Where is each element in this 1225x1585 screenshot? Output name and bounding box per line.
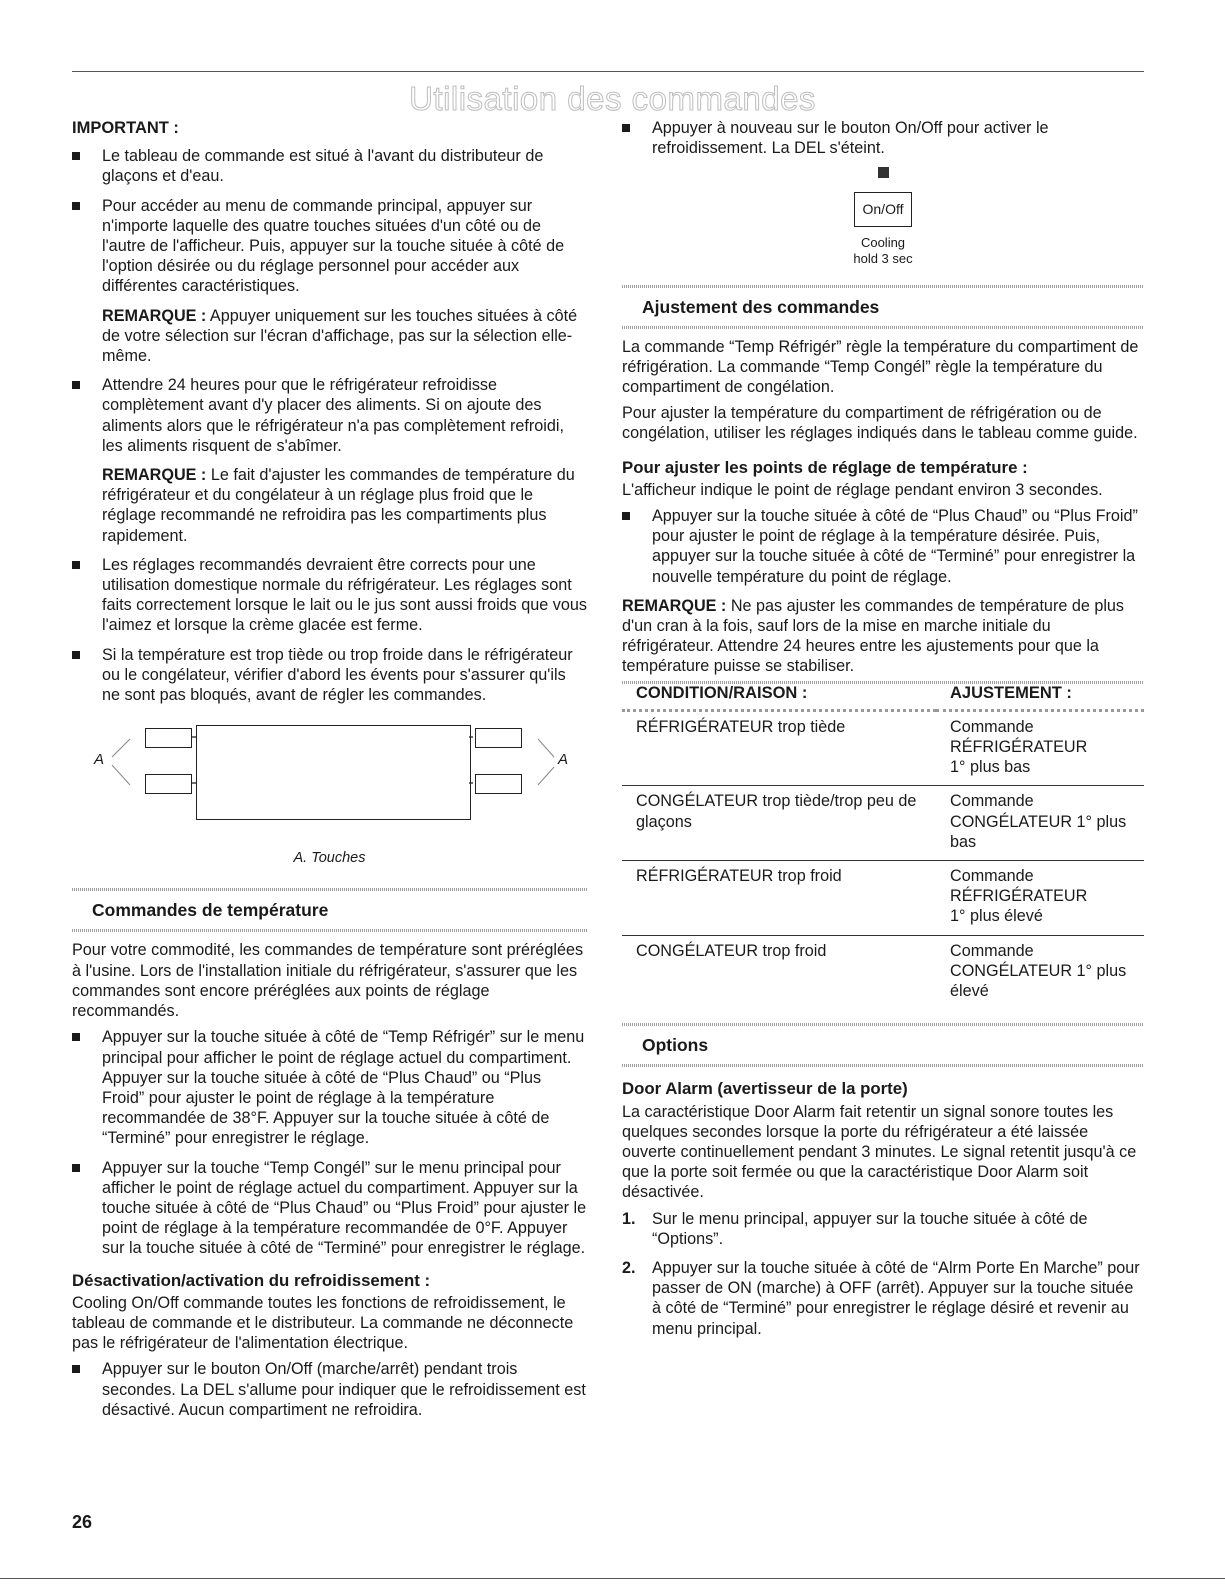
bullet-text: Le tableau de commande est situé à l'avant du distributeur de glaçons et d'eau. <box>102 147 544 186</box>
section-header-options <box>622 1023 1144 1067</box>
table-header-row <box>622 683 1144 711</box>
section-heading: Options <box>642 1035 709 1056</box>
subsection-heading: Door Alarm (avertisseur de la porte) <box>622 1079 908 1099</box>
bullet-icon <box>72 1365 80 1373</box>
section-header-adjust <box>622 285 1144 329</box>
bullet-icon <box>72 202 80 210</box>
list-item <box>72 645 587 706</box>
key-top-right <box>475 728 522 748</box>
dotted-rule <box>622 326 1144 329</box>
note-text: Ne pas ajuster les commandes de température de plus d'un cran à la fois, sauf lors de la mise en marche initiale du réfrigérateur. Attendre 24 heures entre les ajustements pour que la température puisse se stabiliser. <box>622 596 1125 676</box>
bullet-text: Pour accéder au menu de commande principal, appuyer sur n'importe laquelle des quatre touches situées d'un côté ou de l'autre de l'afficheur. Puis, appuyer sur la touche située à côté de l'option désirée ou du réglage personnel pour accéder aux différentes caractéristiques. <box>102 196 565 296</box>
dotted-rule <box>622 681 1144 684</box>
cell-line: RÉFRIGÉRATEUR <box>950 738 1088 757</box>
bullet-icon <box>622 512 630 520</box>
bullet-text: Appuyer sur le bouton On/Off (marche/arrêt) pendant trois secondes. La DEL s'allume pour indiquer que le refroidissement est désactivé. Aucun compartiment ne refroidira. <box>102 1360 586 1419</box>
cell-line: Commande <box>950 717 1034 736</box>
cell-line: RÉFRIGÉRATEUR <box>950 887 1088 906</box>
list-item <box>622 118 1144 158</box>
bullet-text: Attendre 24 heures pour que le réfrigérateur refroidisse complètement avant d'y placer des aliments. Si on ajoute des aliments alors que le réfrigérateur n'a pas complètement refroidi, les aliments risquent de s'abîmer. <box>102 376 564 455</box>
dotted-rule <box>72 888 587 891</box>
note <box>72 306 587 367</box>
paragraph: Pour votre commodité, les commandes de température sont préréglées à l'usine. Lors de l'installation initiale du réfrigérateur, s'assurer que les commandes sont encore préréglées aux points de réglage recommandés. <box>72 941 584 1021</box>
cell-line: Commande <box>950 867 1034 886</box>
bullet-icon <box>72 1164 80 1172</box>
adjustment-table <box>622 683 1144 1010</box>
bullet-text: Les réglages recommandés devraient être corrects pour une utilisation domestique normale du réfrigérateur. Les réglages sont faits correctement lorsque le lait ou le jus sont aussi froids que vous l'aimez et lorsque la crème glacée est ferme. <box>102 555 587 635</box>
key-top-left <box>145 728 192 748</box>
dotted-rule <box>72 929 587 932</box>
paragraph: La commande “Temp Réfrigér” règle la température du compartiment de réfrigération. La commande “Temp Congél” règle la température du compartiment de congélation. <box>622 337 1139 397</box>
subsection-heading: Pour ajuster les points de réglage de température : <box>622 457 1028 477</box>
important-heading: IMPORTANT : <box>72 119 179 137</box>
table-cell: RÉFRIGÉRATEUR trop tiède <box>622 710 936 786</box>
table-row <box>622 935 1144 1009</box>
bullet-text: Appuyer sur la touche “Temp Congél” sur le menu principal pour afficher le point de réglage actuel du compartiment. Appuyer sur la touche située à côté de “Plus Chaud” ou “Plus Froid” pour ajuster le point de réglage à la température recommandée de 0°F. Appuyer sur la touche située à côté de “Terminé” pour enregistrer le réglage. <box>102 1158 587 1258</box>
table-cell: RÉFRIGÉRATEUR trop froid <box>622 861 936 936</box>
paragraph: La caractéristique Door Alarm fait retentir un signal sonore toutes les quelques secondes lorsque la porte du réfrigérateur a été laissée ouverte continuellement pendant 3 minutes. Le signal retentit jusqu'à ce que la porte soit fermée ou que la caractéristique Door Alarm soit désactivée. <box>622 1102 1137 1202</box>
table-row <box>622 710 1144 786</box>
table-cell: CONGÉLATEUR trop tiède/trop peu de glaçons <box>622 786 936 861</box>
cell-line: CONGÉLATEUR 1° plus élevé <box>950 961 1127 1001</box>
button-caption-2: hold 3 sec <box>853 250 913 266</box>
section-heading: Commandes de température <box>92 900 329 921</box>
bullet-icon <box>622 124 630 132</box>
list-item <box>72 555 587 636</box>
list-item <box>72 1158 587 1259</box>
note-label: REMARQUE : <box>102 306 207 325</box>
subsection-heading: Désactivation/activation du refroidissement : <box>72 1270 431 1290</box>
step-text: Sur le menu principal, appuyer sur la touche située à côté de “Options”. <box>652 1209 1088 1248</box>
dotted-rule <box>622 1023 1144 1026</box>
paragraph: Cooling On/Off commande toutes les fonctions de refroidissement, le tableau de commande et le distributeur. La commande ne déconnecte pas le réfrigérateur de l'alimentation électrique. <box>72 1293 574 1353</box>
top-rule <box>72 71 1144 72</box>
condition-table <box>622 683 1144 1010</box>
button-caption-1: Cooling <box>860 234 906 250</box>
list-item <box>72 1027 587 1148</box>
bullet-text: Si la température est trop tiède ou trop froide dans le réfrigérateur ou le congélateur, vérifier d'abord les évents pour s'assurer qu'ils ne sont pas bloqués, avant de régler les commandes. <box>102 645 573 705</box>
cell-line: 1° plus élevé <box>950 907 1043 926</box>
led-indicator <box>878 167 889 178</box>
list-item <box>72 1359 587 1420</box>
note <box>622 596 1144 677</box>
bullet-text: Appuyer sur la touche située à côté de “Plus Chaud” ou “Plus Froid” pour ajuster le point de réglage à la température désirée. Puis, appuyer sur la touche située à côté de “Terminé” pour enregistrer la nouvelle température du point de réglage. <box>652 507 1138 586</box>
note-text: Le fait d'ajuster les commandes de température du réfrigérateur et du congélateur à un réglage plus froid que le réglage recommandé ne refroidira pas les compartiments plus rapidement. <box>102 466 575 545</box>
key-bottom-right <box>475 774 522 794</box>
page-number: 26 <box>72 1512 93 1532</box>
cell-line: CONGÉLATEUR 1° plus bas <box>950 812 1127 851</box>
key-bottom-left <box>145 774 192 794</box>
cell-line: Commande <box>950 941 1034 960</box>
paragraph: Pour ajuster la température du compartiment de réfrigération ou de congélation, utiliser les réglages indiqués dans le tableau comme guide. <box>622 404 1138 443</box>
step-number: 1. <box>622 1209 636 1228</box>
list-item <box>72 196 587 297</box>
table-row <box>622 861 1144 936</box>
right-column <box>622 118 1144 1348</box>
dotted-rule <box>622 285 1144 288</box>
table-cell <box>936 935 1144 1009</box>
table-cell <box>936 861 1144 936</box>
bottom-rule <box>0 1578 1225 1579</box>
bullet-text: Appuyer sur la touche située à côté de “Temp Réfrigér” sur le menu principal pour afficher le point de réglage actuel du compartiment. Appuyer sur la touche située à côté de “Plus Chaud” ou “Plus Froid” pour ajuster le point de réglage à la température recommandée de 38°F. Appuyer sur la touche située à côté de “Terminé” pour enregistrer le réglage. <box>102 1028 585 1148</box>
section-heading: Ajustement des commandes <box>642 296 880 317</box>
note <box>72 465 587 546</box>
onoff-button: On/Off <box>854 192 913 226</box>
list-item <box>622 1209 1144 1249</box>
control-panel-figure <box>72 725 587 840</box>
list-item <box>72 375 587 456</box>
bullet-icon <box>72 152 80 160</box>
column-header: AJUSTEMENT : <box>950 683 1072 702</box>
figure-label-right: A <box>558 751 569 769</box>
note-label: REMARQUE : <box>622 596 727 615</box>
step-number: 2. <box>622 1258 636 1277</box>
table-cell <box>936 786 1144 861</box>
table-cell: CONGÉLATEUR trop froid <box>636 941 827 960</box>
list-item <box>72 146 587 186</box>
cell-line: Commande <box>950 792 1034 811</box>
figure-caption: A. Touches <box>293 850 366 867</box>
figure-label-left: A <box>94 751 105 769</box>
left-column <box>72 118 587 1429</box>
note-label: REMARQUE : <box>102 466 207 485</box>
table-cell <box>936 710 1144 786</box>
display-panel <box>196 725 471 820</box>
section-header-temp <box>72 888 587 932</box>
list-item <box>622 1258 1144 1339</box>
onoff-illustration <box>622 167 1144 266</box>
list-item <box>622 506 1144 587</box>
bullet-icon <box>72 381 80 389</box>
dotted-rule <box>622 1064 1144 1067</box>
table-row <box>622 786 1144 861</box>
paragraph: L'afficheur indique le point de réglage pendant environ 3 secondes. <box>622 480 1103 499</box>
column-header: CONDITION/RAISON : <box>636 683 808 702</box>
bullet-icon <box>72 1033 80 1041</box>
bullet-text: Appuyer à nouveau sur le bouton On/Off pour activer le refroidissement. La DEL s'éteint. <box>652 119 1049 158</box>
bullet-icon <box>72 561 80 569</box>
page-title: Utilisation des commandes <box>409 80 816 117</box>
cell-line: 1° plus bas <box>950 758 1031 777</box>
step-text: Appuyer sur la touche située à côté de “Alrm Porte En Marche” pour passer de ON (marche) à OFF (arrêt). Appuyer sur la touche située à côté de “Terminé” pour enregistrer le réglage désiré et revenir au menu principal. <box>652 1258 1140 1338</box>
bullet-icon <box>72 651 80 659</box>
note-text: Appuyer uniquement sur les touches situées à côté de votre sélection sur l'écran d'affichage, pas sur la sélection elle-même. <box>102 306 578 366</box>
